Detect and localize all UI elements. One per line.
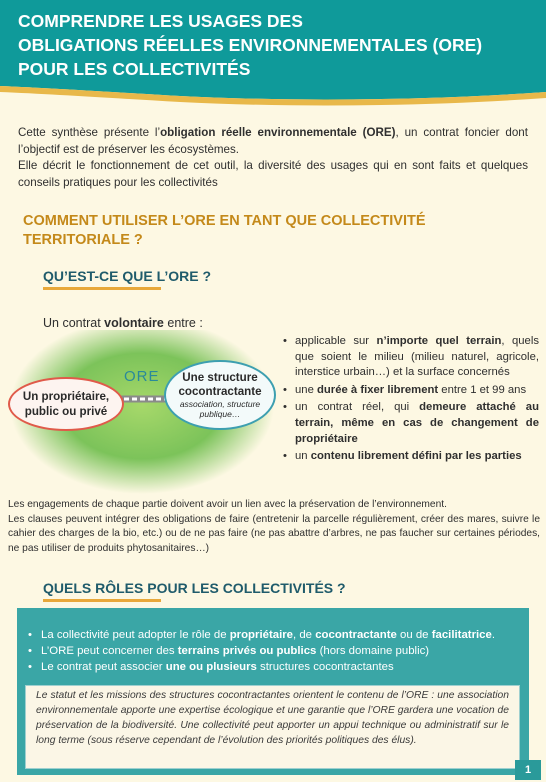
contract-text: Un contrat xyxy=(43,316,105,330)
list-item xyxy=(281,383,539,399)
section-heading xyxy=(23,212,426,250)
list-item xyxy=(281,449,539,465)
subheading-what-is-ore xyxy=(43,268,211,284)
list-item-text: entre 1 et 99 ans xyxy=(438,383,527,396)
subheading-text: QUELS RÔLES POUR LES COLLECTIVITÉS ? xyxy=(43,580,346,596)
list-item xyxy=(27,627,495,643)
list-item-bold: demeure attaché au terrain, même en cas de changement de propriétaire xyxy=(295,401,539,445)
list-item-text: (hors domaine public) xyxy=(316,645,430,658)
party-cocontractor-ellipse xyxy=(164,360,276,430)
party-owner-label: Un propriétaire, public ou privé xyxy=(22,390,110,418)
list-item-bold: contenu librement défini par les parties xyxy=(310,450,522,463)
contract-bold: volontaire xyxy=(104,316,164,330)
list-item-text: un contrat réel, qui xyxy=(295,401,420,414)
section-heading-line: TERRITORIALE ? xyxy=(23,232,143,248)
ore-link-label: ORE xyxy=(124,368,160,385)
engagements-paragraph xyxy=(8,498,540,556)
list-item-text: ou de xyxy=(396,629,432,641)
intro-bold-term: obligation réelle environnementale (ORE) xyxy=(160,126,396,139)
page-title-line: POUR LES COLLECTIVITÉS xyxy=(18,59,251,79)
subheading-underline xyxy=(43,599,161,602)
intro-text: Cette synthèse présente l’ xyxy=(18,126,161,139)
list-item-text: structures cocontractantes xyxy=(256,661,394,674)
list-item xyxy=(27,659,495,675)
list-item xyxy=(281,334,539,381)
subheading-text: QU’EST-CE QUE L’ORE ? xyxy=(43,268,212,284)
header-banner xyxy=(0,0,546,106)
page-number: 1 xyxy=(515,760,541,780)
roles-list xyxy=(27,627,495,676)
intro-text: , un contrat foncier dont l’objectif est de préserver les écosystèmes. xyxy=(18,126,528,156)
intro-line-2: Elle décrit le fonctionnement de cet outil, la diversité des usages qui en sont faits et quelques conseils pratiques pour les collectivités xyxy=(18,159,528,189)
page-title-line: COMPRENDRE LES USAGES DES xyxy=(18,11,303,31)
list-item-text: . xyxy=(491,629,496,641)
list-item xyxy=(27,643,495,659)
list-item-bold: n’importe quel terrain xyxy=(376,335,502,347)
page-title-line: OBLIGATIONS RÉELLES ENVIRONNEMENTALES (ORE) xyxy=(18,35,483,55)
page-title xyxy=(18,9,538,81)
list-item-text: applicable sur xyxy=(295,335,377,347)
list-item-bold: durée à fixer librement xyxy=(317,383,439,396)
list-item-bold: terrains privés ou publics xyxy=(177,645,317,658)
contract-line xyxy=(43,316,203,330)
list-item-text: Le contrat peut associer xyxy=(41,661,166,674)
list-item-text: L’ORE peut concerner des xyxy=(41,645,178,658)
section-heading-line: COMMENT UTILISER L’ORE EN TANT QUE COLLECTIVITÉ xyxy=(23,213,426,229)
engagements-line-1: Les engagements de chaque partie doivent avoir un lien avec la préservation de l’environnement. xyxy=(8,499,447,510)
list-item-bold: facilitatrice xyxy=(431,629,492,641)
subheading-underline xyxy=(43,287,161,290)
list-item-text: , quels que soient le milieu (milieu naturel, agricole, interstice urbain…) et la surface concernés xyxy=(295,335,539,379)
contract-text: entre : xyxy=(163,316,203,330)
engagements-line-2: Les clauses peuvent intégrer des obligations de faire (entretenir la parcelle régulièrement, créer des mares, suivre le cahier des charges de la bio, etc.) ou de ne pas faire (ne pas abattre d’arbres, ne pas faucher sur certaines périodes, ne pas utiliser de produits phytosanitaires…) xyxy=(8,513,540,554)
list-item-text: , de xyxy=(293,629,316,641)
list-item-bold: cocontractante xyxy=(315,629,397,641)
list-item-bold: une ou plusieurs xyxy=(165,661,257,674)
list-item-text: La collectivité peut adopter le rôle de xyxy=(41,629,230,641)
party-owner-ellipse xyxy=(8,377,124,431)
list-item-bold: propriétaire xyxy=(229,629,294,641)
party-cocontractor-label: Une structure cocontractante xyxy=(178,371,262,398)
intro-line-1 xyxy=(18,125,528,158)
party-cocontractor-sublabel: association, structure publique… xyxy=(179,399,261,419)
intro-paragraph xyxy=(18,125,528,191)
subheading-roles xyxy=(43,580,346,596)
roles-note: Le statut et les missions des structures cocontractantes orientent le contenu de l’ORE : une association environnementale apporte une expertise écologique et une garantie que l’ORE gardera une vocation de préservation de la biodiversité. Une collectivité peut apporter un appui technique ou administratif sur le long terme (sous réserve cependant de l’évolution des priorités politiques des élus). xyxy=(25,685,520,769)
list-item-text: une xyxy=(295,383,317,396)
list-item xyxy=(281,400,539,447)
ore-features-list xyxy=(281,334,539,467)
list-item-text: un xyxy=(295,450,311,463)
